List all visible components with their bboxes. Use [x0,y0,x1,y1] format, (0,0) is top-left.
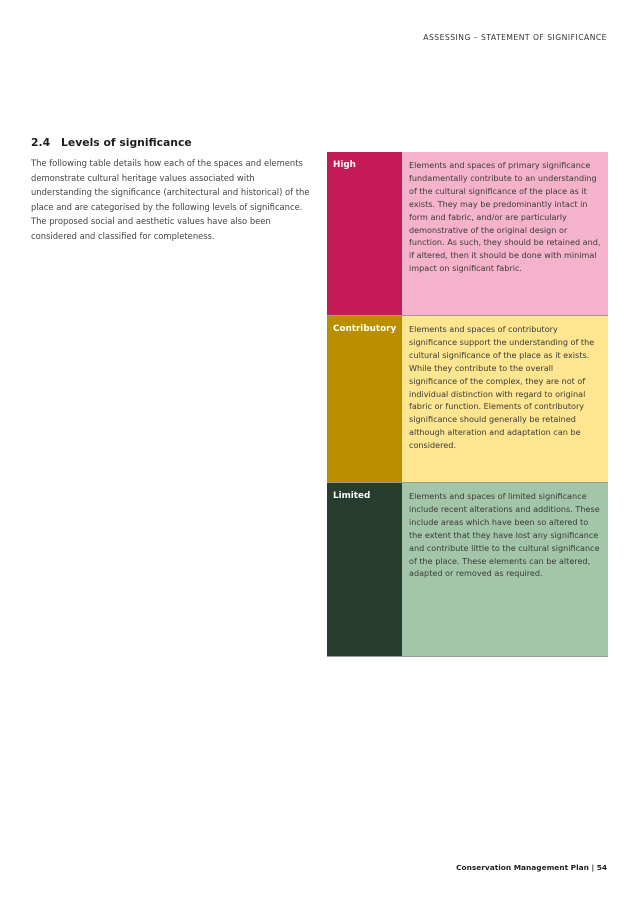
significance-row-contributory [327,316,608,483]
level-label-contributory: Contributory [327,316,402,482]
section-title: Levels of significance [61,136,192,149]
intro-paragraph: The following table details how each of the spaces and elements demonstrate cultural heritage values associated with understanding the significance (architectural and historical) of the place and are categorised by the following levels of significance. The proposed social and aesthetic values have also been considered and classified for completeness. [31,158,310,241]
level-description-limited: Elements and spaces of limited significance include recent alterations and additions. These include areas which have been so altered to the extent that they have lost any significance and contribute little to the cultural significance of the place. These elements can be altered, adapted or removed as required. [402,483,608,656]
significance-table [327,152,608,657]
section-number: 2.4 [31,136,51,149]
page-footer: Conservation Management Plan | 54 [456,863,607,872]
level-description-contributory: Elements and spaces of contributory significance support the understanding of the cultural significance of the place as it exists. While they contribute to the overall significance of the complex, they are not of individual distinction with regard to original fabric or function. Elements of contributory significance should generally be retained although alteration and adaptation can be considered. [402,316,608,482]
level-label-limited: Limited [327,483,402,656]
level-label-high: High [327,152,402,315]
level-description-high: Elements and spaces of primary significance fundamentally contribute to an understanding of the cultural significance of the place as it exists. They may be predominantly intact in form and fabric, and/or are particularly demonstrative of the original design or function. As such, they should be retained and, if altered, then it should be done with minimal impact on significant fabric. [402,152,608,315]
running-header: ASSESSING – STATEMENT OF SIGNIFICANCE [423,33,607,42]
section-heading [31,136,192,149]
significance-row-high [327,152,608,316]
significance-row-limited [327,483,608,657]
